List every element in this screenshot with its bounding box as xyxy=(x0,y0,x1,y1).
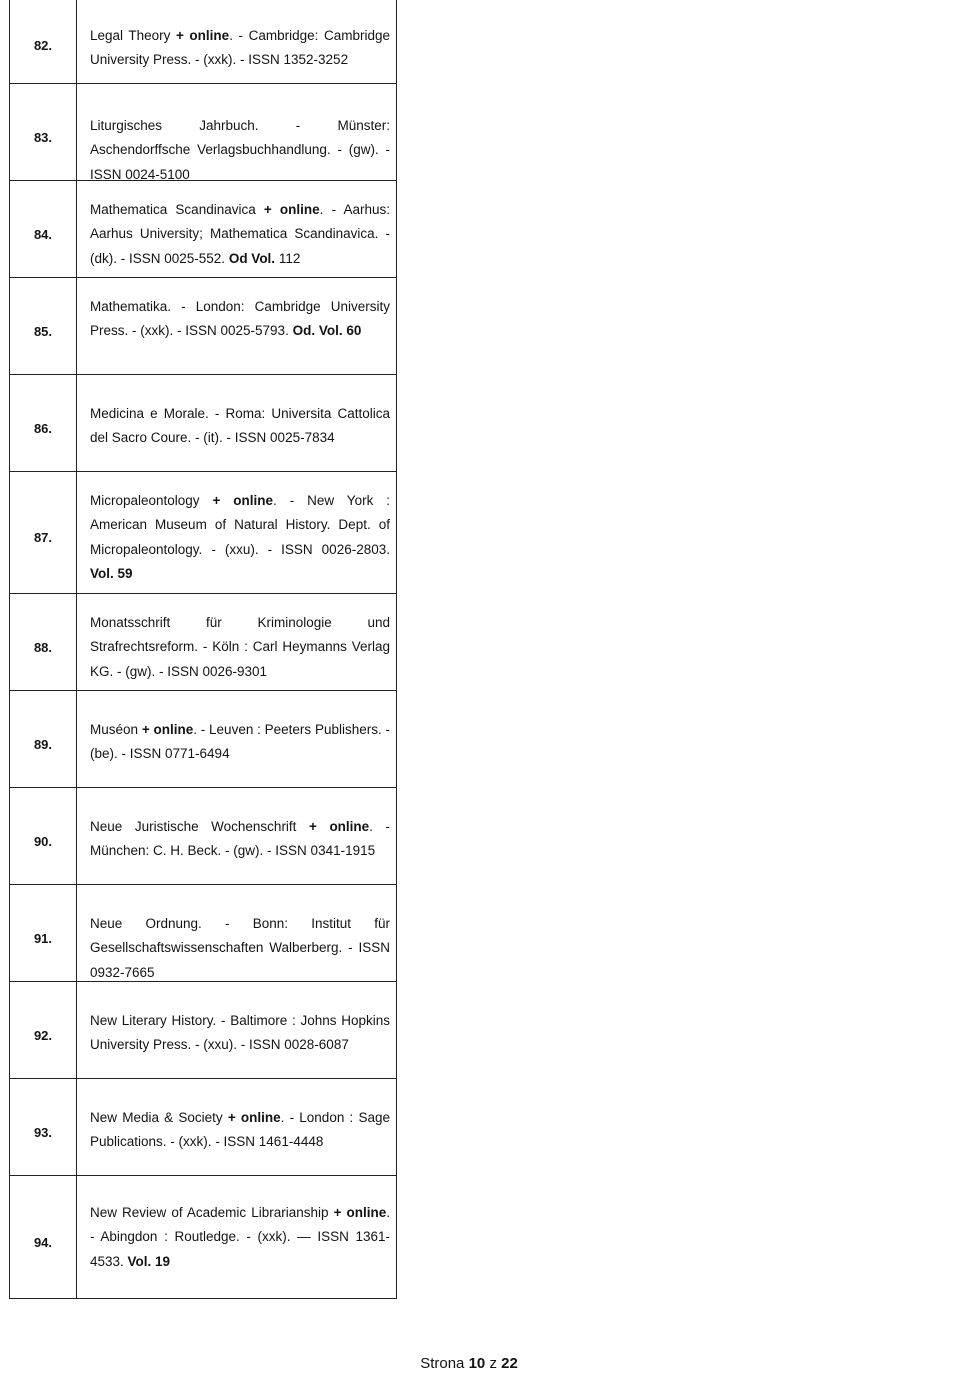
citation-text: New Media & Society xyxy=(90,1110,228,1125)
entry-citation xyxy=(77,472,396,593)
citation-text: Monatsschrift für Kriminologie und Strafrechtsreform. - Köln : Carl Heymanns Verlag KG. - (gw). - ISSN 0026-9301 xyxy=(90,615,390,679)
entry-citation xyxy=(77,982,396,1078)
entry-number: 91. xyxy=(10,885,77,981)
entry-number: 88. xyxy=(10,594,77,690)
journal-entry-row xyxy=(10,180,396,277)
entry-citation xyxy=(77,84,396,180)
citation-text: Neue Juristische Wochenschrift xyxy=(90,819,309,834)
entry-citation xyxy=(77,594,396,690)
journal-entry-row xyxy=(10,277,396,374)
total-page-count: 22 xyxy=(501,1355,518,1372)
journal-entry-row xyxy=(10,593,396,690)
journal-entry-row xyxy=(10,981,396,1078)
citation-text: Micropaleontology xyxy=(90,493,213,508)
citation-text: . - Aarhus: Aarhus University; Mathematica Scandinavica. - (dk). - ISSN 0025-552. xyxy=(90,202,390,266)
citation-text: Neue Ordnung. - Bonn: Institut für Gesellschaftswissenschaften Walberberg. - ISSN 0932-7665 xyxy=(90,916,390,980)
entry-number: 90. xyxy=(10,788,77,884)
page-footer xyxy=(0,1355,938,1372)
entry-citation xyxy=(77,181,396,277)
citation-text: . - Leuven : Peeters Publishers. - (be). - ISSN 0771-6494 xyxy=(90,722,391,762)
entry-number: 87. xyxy=(10,472,77,593)
entry-citation xyxy=(77,788,396,884)
citation-text: . - New York : American Museum of Natural History. Dept. of Micropaleontology. - (xxu). - ISSN 0026-2803. xyxy=(90,493,390,557)
entry-citation xyxy=(77,1176,396,1298)
citation-emphasis: Od. Vol. 60 xyxy=(292,323,362,339)
journal-entry-row xyxy=(10,1078,396,1175)
entry-number: 92. xyxy=(10,982,77,1078)
entry-citation xyxy=(77,691,396,787)
citation-text: . - München: C. H. Beck. - (gw). - ISSN 0341-1915 xyxy=(90,819,390,859)
journal-entry-row xyxy=(10,83,396,180)
journal-entry-row xyxy=(10,884,396,981)
entry-number: 85. xyxy=(10,278,77,374)
footer-separator: z xyxy=(489,1355,497,1372)
entry-citation xyxy=(77,885,396,981)
citation-text: Liturgisches Jahrbuch. - Münster: Aschendorffsche Verlagsbuchhandlung. - (gw). - ISSN 0024-5100 xyxy=(90,118,390,182)
entry-citation xyxy=(77,375,396,471)
citation-text: . - Cambridge: Cambridge University Press. - (xxk). - ISSN 1352-3252 xyxy=(90,28,390,68)
journal-entry-row xyxy=(10,0,396,83)
citation-emphasis: + online xyxy=(141,722,194,737)
entry-number: 83. xyxy=(10,84,77,180)
footer-label: Strona xyxy=(420,1355,465,1372)
entry-citation xyxy=(77,0,396,83)
citation-text: Legal Theory xyxy=(90,28,176,43)
journal-entry-row xyxy=(10,374,396,471)
citation-emphasis: + online xyxy=(309,819,370,834)
citation-text: Muséon xyxy=(90,722,142,737)
entry-citation xyxy=(77,278,396,374)
citation-emphasis: + online xyxy=(175,28,230,43)
citation-text: Mathematica Scandinavica xyxy=(90,202,264,217)
journal-entry-row xyxy=(10,690,396,787)
citation-text: . - London : Sage Publications. - (xxk). - ISSN 1461-4448 xyxy=(90,1110,390,1150)
citation-text: New Review of Academic Librarianship xyxy=(90,1205,334,1220)
citation-emphasis: + online xyxy=(227,1110,281,1125)
journal-entry-row xyxy=(10,471,396,593)
citation-emphasis: Vol. 59 xyxy=(90,565,133,581)
entry-number: 86. xyxy=(10,375,77,471)
entry-number: 93. xyxy=(10,1079,77,1175)
entry-number: 84. xyxy=(10,181,77,277)
entry-number: 82. xyxy=(10,0,77,83)
citation-text: 112 xyxy=(275,250,301,266)
citation-emphasis: + online xyxy=(263,202,320,217)
current-page-number: 10 xyxy=(468,1355,486,1372)
citation-emphasis: + online xyxy=(212,493,274,508)
citation-text: New Literary History. - Baltimore : Johns Hopkins University Press. - (xxu). - ISSN 0028-6087 xyxy=(90,1013,390,1053)
journal-entry-row xyxy=(10,1175,396,1298)
entry-citation xyxy=(77,1079,396,1175)
citation-text: Mathematika. - London: Cambridge University Press. - (xxk). - ISSN 0025-5793. xyxy=(90,299,390,339)
entry-number: 94. xyxy=(10,1176,77,1298)
entry-number: 89. xyxy=(10,691,77,787)
journal-list-table xyxy=(9,0,397,1299)
citation-text: Medicina e Morale. - Roma: Universita Cattolica del Sacro Coure. - (it). - ISSN 0025-7834 xyxy=(90,406,390,446)
citation-emphasis: Od Vol. xyxy=(228,250,276,266)
journal-entry-row xyxy=(10,787,396,884)
citation-text: . - Abingdon : Routledge. - (xxk). — ISSN 1361-4533. xyxy=(90,1205,391,1269)
citation-emphasis: Vol. 19 xyxy=(127,1253,171,1269)
citation-emphasis: + online xyxy=(333,1205,387,1220)
